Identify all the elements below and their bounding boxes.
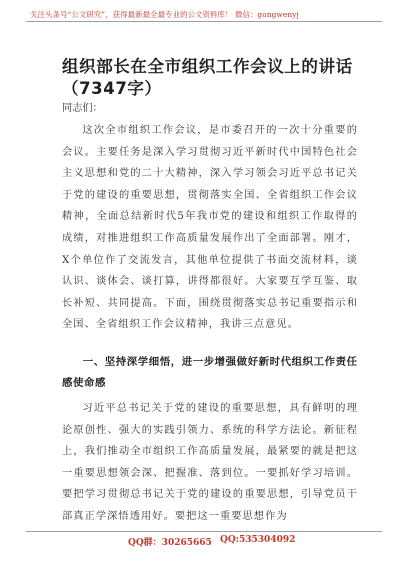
section-heading-1: 一、坚持深学细悟，进一步增强做好新时代组织工作责任感使命感 [62, 356, 358, 389]
paragraph-section1: 习近平总书记关于党的建设的重要思想，具有鲜明的理论原创性、强大的实践引领力、系统的科学方法论。新征程上，我们推动全市组织工作高质量发展，最紧要的就是把这一重要思想领会深、把握准、落到位。一要抓好学习培训。要把学习贯彻总书记关于党的建设的重要思想，引导党员干部真正学深悟透用好。要把这一重要思想作为 [62, 403, 358, 522]
document-title-wordcount: （7347字） [62, 79, 162, 98]
paragraph-intro: 这次全市组织工作会议，是市委召开的一次十分重要的会议。主要任务是深入学习贯彻习近平新时代中国特色社会主义思想和党的二十大精神，深入学习领会习近平总书记关于党的建设的重要思想，贯彻落实全国、全省组织工作会议精神，全面总结新时代5年我市党的建设和组织工作取得的成绩，对推进组织工作高质量发展作出了全面部署。刚才，X个单位作了交流发言，其他单位提供了书面交流材料，谈认识、谈体会、谈打算，讲得都很好。大家要互学互鉴、取长补短、共同提高。下面，围绕贯彻落实总书记重要指示和全国、全省组织工作会议精神，我讲三点意见。 [62, 125, 358, 331]
footer-divider [26, 531, 382, 532]
page-header [0, 0, 408, 34]
salutation: 同志们： [62, 103, 103, 114]
header-banner: 关注头条号“公文研究”，获得最新最全最专业的公文资料库！ 微信：gongwenyj [30, 10, 299, 19]
footer-qq: QQ:535304092 [220, 535, 296, 545]
footer-qq-group: QQ群：30265665 [128, 538, 212, 548]
header-divider [26, 21, 382, 22]
page-footer [0, 530, 408, 560]
document-title: 组织部长在全市组织工作会议上的讲话 [62, 57, 353, 76]
